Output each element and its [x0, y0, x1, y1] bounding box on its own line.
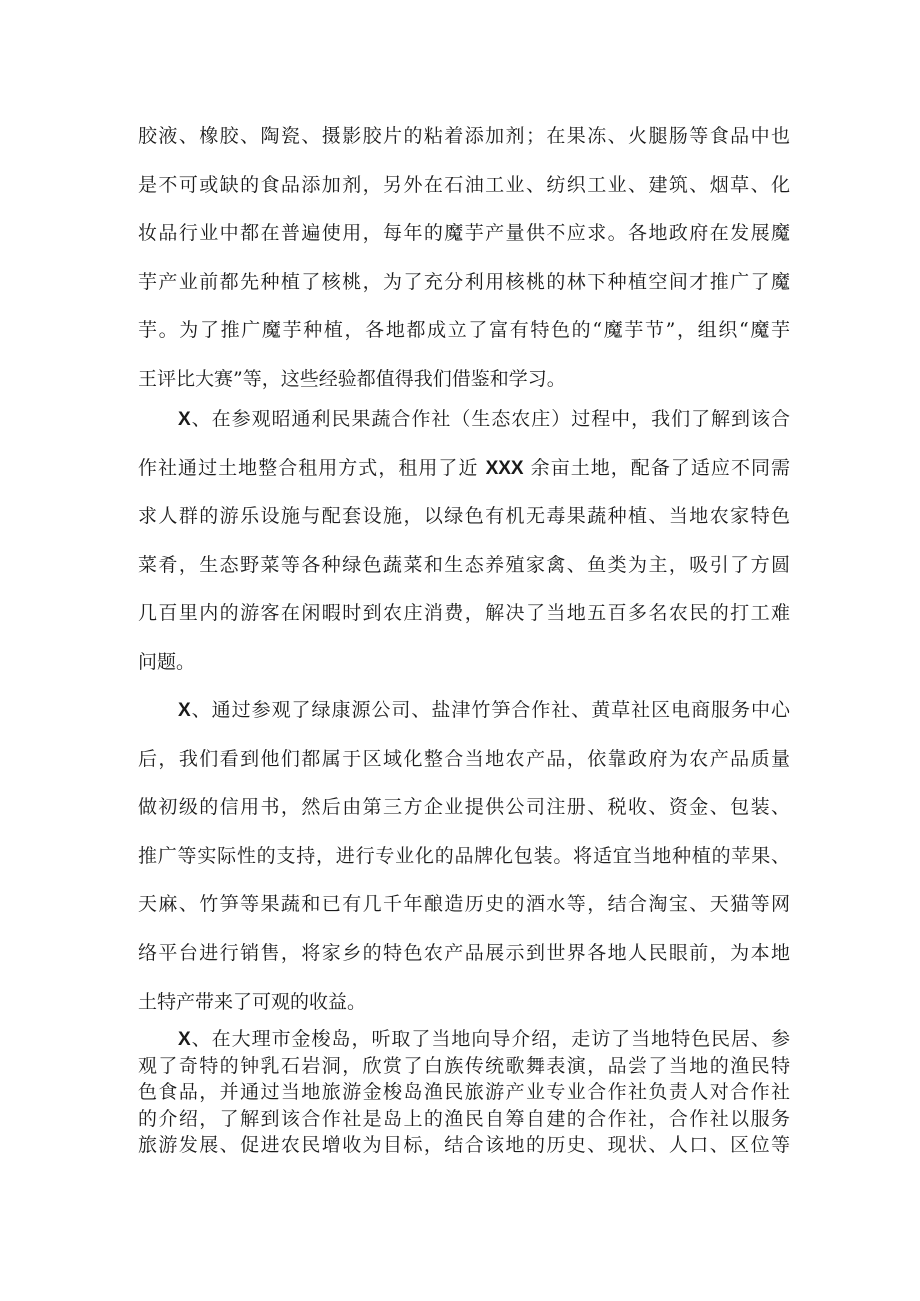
text-line: 推广等实际性的支持，进行专业化的品牌化包装。将适宜当地种植的苹果、 [138, 844, 790, 867]
text-line: 问题。 [138, 650, 196, 673]
text-line: 色食品，并通过当地旅游金梭岛渔民旅游产业专业合作社负责人对合作社 [138, 1081, 790, 1104]
acreage-value: XXX [485, 457, 524, 479]
text-line: 芋。为了推广魔芋种植，各地都成立了富有特色的“魔芋节”，组织“魔芋 [138, 319, 790, 342]
text-line: 是不可或缺的食品添加剂，另外在石油工业、纺织工业、建筑、烟草、化 [138, 173, 790, 196]
text-line: 天麻、竹笋等果蔬和已有几千年酿造历史的酒水等，结合淘宝、天猫等网 [138, 893, 790, 916]
text-run: 、在大理市金梭岛，听取了当地向导介绍，走访了当地特色民居、参 [190, 1028, 790, 1050]
text-line: 菜肴，生态野菜等各种绿色蔬菜和生态养殖家禽、鱼类为主，吸引了方圆 [138, 553, 790, 576]
text-line [138, 395, 790, 444]
text-line: 做初级的信用书，然后由第三方企业提供公司注册、税收、资金、包装、 [138, 796, 790, 819]
paragraph-zhaotong-cooperative [138, 395, 790, 687]
text-run: 余亩土地，配备了适应不同需 [523, 456, 791, 479]
text-line: 求人群的游乐设施与配套设施，以绿色有机无毒果蔬种植、当地农家特色 [138, 505, 790, 528]
text-line: 络平台进行销售，将家乡的特色农产品展示到世界各地人民眼前，为本地 [138, 941, 790, 964]
text-run: 、通过参观了绿康源公司、盐津竹笋合作社、黄草社区电商服务中心 [190, 699, 790, 721]
item-number: X [178, 409, 191, 430]
text-line: 妆品行业中都在普遍使用，每年的魔芋产量供不应求。各地政府在发展魔 [138, 222, 790, 245]
item-number: X [178, 1029, 191, 1050]
text-line: 旅游发展、促进农民增收为目标，结合该地的历史、现状、人口、区位等 [138, 1134, 790, 1157]
text-line [138, 444, 790, 493]
text-line: 胶液、橡胶、陶瓷、摄影胶片的粘着添加剂；在果冻、火腿肠等食品中也 [138, 125, 790, 147]
item-number: X [178, 700, 191, 721]
text-line: 王评比大赛”等，这些经验都值得我们借鉴和学习。 [138, 367, 566, 390]
text-line [138, 1026, 790, 1053]
text-line: 几百里内的游客在闲暇时到农庄消费，解决了当地五百多名农民的打工难 [138, 602, 790, 625]
text-line: 观了奇特的钟乳石岩洞，欣赏了白族传统歌舞表演，品尝了当地的渔民特 [138, 1054, 790, 1077]
paragraph-konjac-continuation [138, 112, 790, 404]
text-line [138, 686, 790, 735]
text-line: 的介绍，了解到该合作社是岛上的渔民自筹自建的合作社，合作社以服务 [138, 1107, 790, 1130]
text-run: 作社通过土地整合租用方式，租用了近 [138, 456, 486, 479]
paragraph-lvkangyuan-visit [138, 686, 790, 1026]
text-line: 后，我们看到他们都属于区域化整合当地农产品，依靠政府为农产品质量 [138, 747, 790, 770]
paragraph-jinsuo-island [138, 1026, 790, 1159]
text-line: 土特产带来了可观的收益。 [138, 990, 367, 1013]
text-run: 、在参观昭通利民果蔬合作社（生态农庄）过程中，我们了解到该合 [190, 408, 790, 430]
text-line: 芋产业前都先种植了核桃，为了充分利用核桃的林下种植空间才推广了魔 [138, 270, 790, 293]
